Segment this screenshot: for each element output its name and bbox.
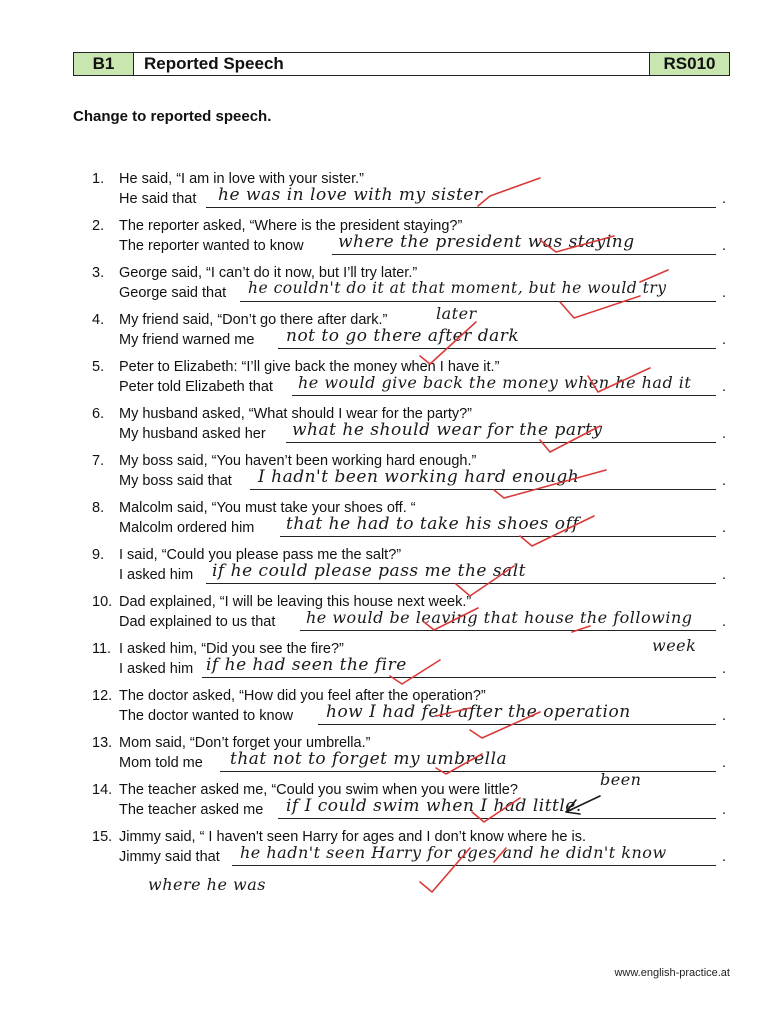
item-prompt: The reporter asked, “Where is the president staying?” (119, 218, 463, 234)
item-end: . (722, 802, 727, 818)
worksheet-title: Reported Speech (134, 53, 650, 75)
item-prompt: Malcolm said, “You must take your shoes off. “ (119, 500, 416, 516)
handwritten-answer: he hadn't seen Harry for ages and he didn't know (240, 843, 667, 862)
item-prompt: Jimmy said, “ I haven't seen Harry for ages and I don’t know where he is. (119, 829, 586, 845)
handwritten-answer: if he could please pass me the salt (212, 561, 527, 581)
item-number: 13. (92, 735, 113, 751)
footer-url: www.english-practice.at (614, 967, 730, 979)
item-prompt: I said, “Could you please pass me the salt?” (119, 547, 402, 563)
answer-line (332, 254, 716, 255)
level-badge: B1 (74, 53, 134, 75)
handwritten-answer: how I had felt after the operation (326, 702, 631, 722)
item-end: . (722, 332, 727, 348)
handwritten-answer: he was in love with my sister (218, 185, 483, 205)
item-lead: Jimmy said that (119, 849, 220, 865)
item-number: 15. (92, 829, 113, 845)
answer-line (220, 771, 716, 772)
answer-line (318, 724, 716, 725)
item-lead: He said that (119, 191, 197, 207)
answer-line (206, 207, 716, 208)
handwritten-answer: he would give back the money when he had it (298, 373, 692, 392)
item-prompt: My friend said, “Don’t go there after dark.” (119, 312, 388, 328)
handwritten-answer: he couldn't do it at that moment, but he would try (248, 279, 667, 297)
answer-line (240, 301, 716, 302)
answer-line (250, 489, 716, 490)
item-prompt: Dad explained, “I will be leaving this house next week.” (119, 594, 472, 610)
item-end: . (722, 708, 727, 724)
item-number: 2. (92, 218, 105, 234)
handwritten-answer: what he should wear for the party (292, 420, 603, 440)
answer-line (278, 818, 716, 819)
item-number: 4. (92, 312, 105, 328)
item-end: . (722, 567, 727, 583)
item-end: . (722, 285, 727, 301)
handwritten-answer: if I could swim when I had little. (286, 796, 582, 816)
answer-line (280, 536, 716, 537)
item-end: . (722, 614, 727, 630)
answer-line (300, 630, 716, 631)
item-end: . (722, 755, 727, 771)
check-mark-3 (560, 296, 640, 318)
answer-line (206, 583, 716, 584)
instructions: Change to reported speech. (73, 108, 272, 125)
item-lead: My husband asked her (119, 426, 266, 442)
check-mark-1 (478, 178, 540, 206)
item-prompt: Mom said, “Don’t forget your umbrella.” (119, 735, 371, 751)
worksheet-code: RS010 (650, 53, 729, 75)
answer-line (278, 348, 716, 349)
item-number: 14. (92, 782, 113, 798)
item-prompt: My boss said, “You haven’t been working hard enough.” (119, 453, 477, 469)
item-lead: I asked him (119, 661, 194, 677)
handwritten-answer: if he had seen the fire (206, 655, 407, 675)
item-number: 7. (92, 453, 105, 469)
item-end: . (722, 473, 727, 489)
handwritten-answer: he would be leaving that house the following (306, 608, 693, 627)
item-lead: The teacher asked me (119, 802, 264, 818)
item-lead: Malcolm ordered him (119, 520, 255, 536)
handwritten-answer-continued: week (652, 636, 697, 655)
item-prompt: The teacher asked me, “Could you swim when you were little? (119, 782, 518, 798)
answer-line (202, 677, 716, 678)
handwritten-answer: that not to forget my umbrella (230, 749, 508, 769)
item-end: . (722, 661, 727, 677)
item-lead: George said that (119, 285, 227, 301)
item-end: . (722, 379, 727, 395)
item-prompt: The doctor asked, “How did you feel after the operation?” (119, 688, 486, 704)
item-lead: Peter told Elizabeth that (119, 379, 273, 395)
item-number: 8. (92, 500, 105, 516)
item-number: 6. (92, 406, 105, 422)
item-number: 10. (92, 594, 113, 610)
item-number: 3. (92, 265, 105, 281)
worksheet-header (73, 52, 730, 76)
item-end: . (722, 520, 727, 536)
item-prompt: My husband asked, “What should I wear for the party?” (119, 406, 473, 422)
item-prompt: He said, “I am in love with your sister.” (119, 171, 364, 187)
handwritten-answer: that he had to take his shoes off (286, 514, 580, 534)
item-number: 9. (92, 547, 105, 563)
item-number: 11. (92, 641, 112, 657)
handwritten-answer: where the president was staying (338, 232, 635, 252)
item-lead: The reporter wanted to know (119, 238, 304, 254)
item-lead: The doctor wanted to know (119, 708, 294, 724)
handwritten-insertion: been (600, 770, 642, 789)
answer-line (286, 442, 716, 443)
item-lead: I asked him (119, 567, 194, 583)
item-end: . (722, 426, 727, 442)
answer-line (232, 865, 716, 866)
item-prompt: George said, “I can’t do it now, but I’ll try later.” (119, 265, 418, 281)
handwritten-answer-continued: later (436, 304, 477, 323)
item-end: . (722, 849, 727, 865)
handwritten-answer-continued: where he was (148, 875, 266, 894)
item-number: 1. (92, 171, 105, 187)
handwritten-answer: not to go there after dark (286, 326, 520, 346)
item-lead: Dad explained to us that (119, 614, 276, 630)
item-end: . (722, 238, 727, 254)
item-lead: My friend warned me (119, 332, 255, 348)
item-number: 12. (92, 688, 113, 704)
item-lead: My boss said that (119, 473, 232, 489)
item-lead: Mom told me (119, 755, 203, 771)
item-number: 5. (92, 359, 105, 375)
answer-line (292, 395, 716, 396)
item-prompt: Peter to Elizabeth: “I’ll give back the money when I have it.” (119, 359, 500, 375)
item-prompt: I asked him, “Did you see the fire?” (119, 641, 344, 657)
handwritten-answer: I hadn't been working hard enough (258, 467, 580, 487)
item-end: . (722, 191, 727, 207)
